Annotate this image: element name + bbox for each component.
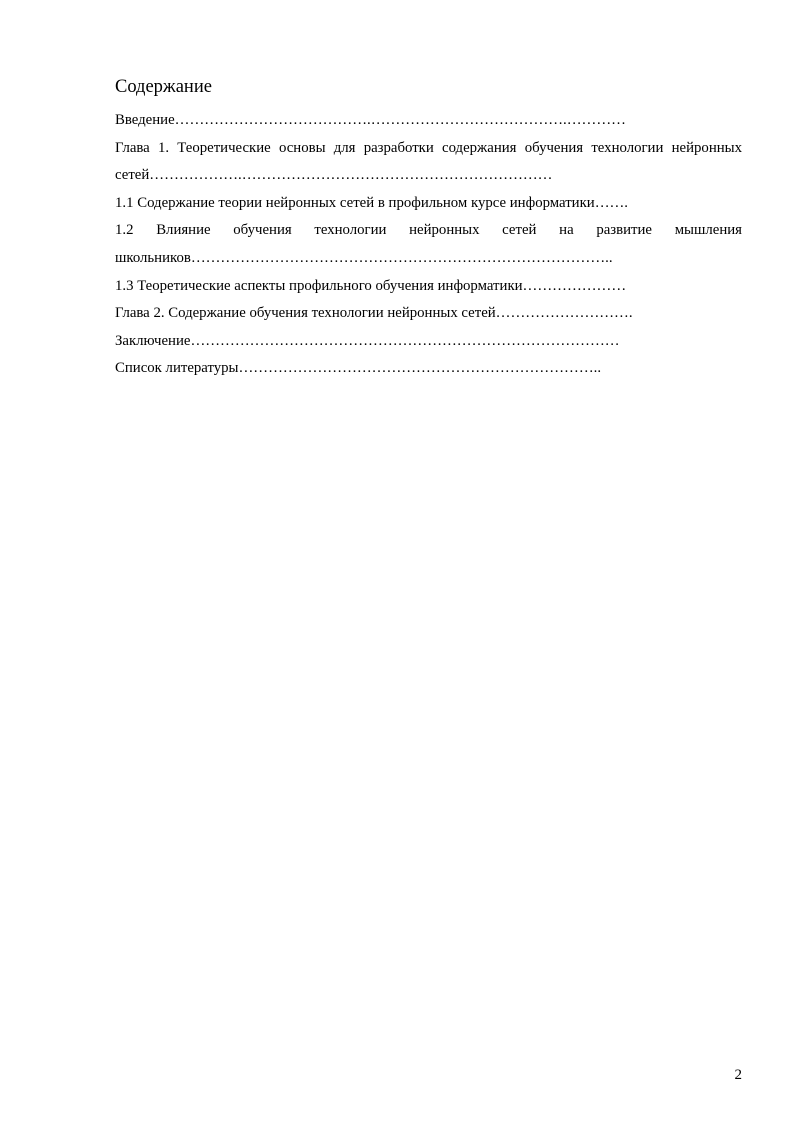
toc-entry-conclusion: Заключение……………………………………………………………………………	[115, 332, 620, 349]
toc-entry-chapter-1: Глава 1. Теоретические основы для разработки содержания обучения технологии нейронных сетей……………….………………………………………………………	[115, 139, 742, 184]
toc-entry-references: Список литературы………………………………………………………………..	[115, 360, 602, 377]
toc-entry-section-1-2: 1.2 Влияние обучения технологии нейронных сетей на развитие мышления школьников…………………………………………………………………………..	[115, 222, 742, 266]
page-number: 2	[734, 1067, 742, 1083]
table-of-contents	[115, 107, 742, 383]
toc-entry-introduction: Введение………………………………….………………………………….…………	[115, 112, 626, 128]
toc-entry-section-1-3: 1.3 Теоретические аспекты профильного обучения информатики…………………	[115, 277, 627, 294]
toc-heading: Содержание	[115, 77, 212, 97]
toc-entry-section-1-1: 1.1 Содержание теории нейронных сетей в профильном курсе информатики…….	[115, 194, 628, 211]
toc-entry-chapter-2: Глава 2. Содержание обучения технологии нейронных сетей……………………….	[115, 305, 633, 322]
